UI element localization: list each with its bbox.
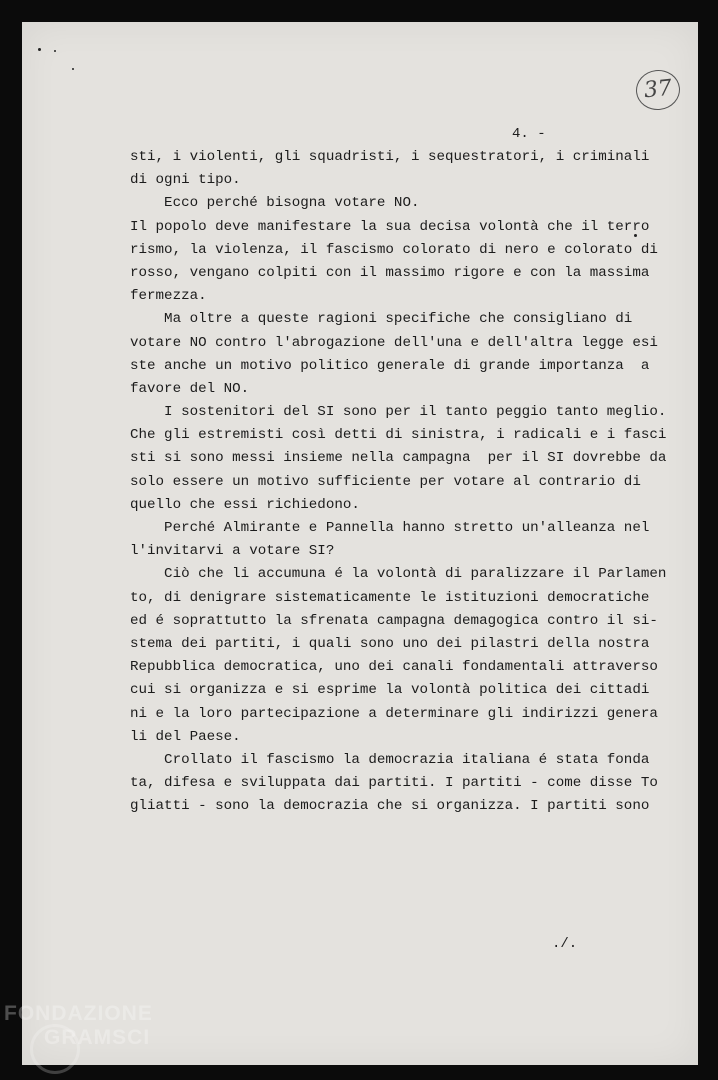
watermark-line1: FONDAZIONE — [4, 1002, 153, 1025]
text-line: Ciò che li accumuna é la volontà di paralizzare il Parlamen — [130, 566, 667, 583]
text-line: Perché Almirante e Pannella hanno stretto un'alleanza nel — [130, 520, 650, 536]
paper-speck — [54, 50, 56, 52]
text-line: sti, i violenti, gli squadristi, i sequestratori, i criminali — [130, 149, 650, 165]
fondazione-gramsci-watermark — [4, 1002, 204, 1078]
text-line: Ma oltre a queste ragioni specifiche che consigliano di — [130, 311, 633, 328]
watermark-line2: GRAMSCI — [44, 1026, 151, 1049]
text-line: Che gli estremisti così detti di sinistra, i radicali e i fasci — [130, 427, 667, 444]
text-line: favore del NO. — [130, 380, 250, 397]
text-line: ste anche un motivo politico generale di grande importanza a — [130, 357, 650, 374]
paper-speck — [38, 48, 41, 51]
text-line: Crollato il fascismo la democrazia italiana é stata fonda — [130, 751, 650, 768]
paper-speck — [72, 68, 74, 70]
text-line: I sostenitori del SI sono per il tanto peggio tanto meglio. — [130, 404, 667, 421]
text-line: di ogni tipo. — [130, 172, 241, 189]
text-line: gliatti - sono la democrazia che si organizza. I partiti sono — [130, 798, 650, 815]
text-line: ed é soprattutto la sfrenata campagna demagogica contro il si- — [130, 612, 658, 629]
text-line: rosso, vengano colpiti con il massimo rigore e con la massima — [130, 264, 650, 281]
text-line: Il popolo deve manifestare la sua decisa volontà che il terro — [130, 218, 650, 235]
text-line: li del Paese. — [130, 728, 241, 745]
letter-body — [130, 146, 667, 818]
text-line: to, di denigrare sistematicamente le istituzioni democratiche — [130, 589, 650, 606]
text-line: stema dei partiti, i quali sono uno dei pilastri della nostra — [130, 635, 650, 652]
continuation-mark: ./. — [552, 936, 578, 952]
text-line: ta, difesa e sviluppata dai partiti. I partiti - come disse To — [130, 775, 658, 792]
text-line: rismo, la violenza, il fascismo colorato di nero e colorato di — [130, 241, 658, 258]
text-line: votare NO contro l'abrogazione dell'una e dell'altra legge esi — [130, 334, 658, 351]
text-line: ni e la loro partecipazione a determinare gli indirizzi genera — [130, 705, 658, 722]
text-line: Repubblica democratica, uno dei canali fondamentali attraverso — [130, 659, 658, 676]
page-number: 4. - — [512, 126, 546, 142]
text-line: solo essere un motivo sufficiente per votare al contrario di — [130, 473, 641, 490]
text-line: fermezza. — [130, 288, 207, 305]
archive-number-stamp: 37 — [634, 68, 682, 112]
text-line: Ecco perché bisogna votare NO. — [130, 195, 420, 212]
text-line: l'invitarvi a votare SI? — [130, 543, 335, 560]
text-line: quello che essi richiedono. — [130, 496, 360, 513]
text-line: cui si organizza e si esprime la volontà politica dei cittadi — [130, 682, 650, 699]
text-line: sti si sono messi insieme nella campagna per il SI dovrebbe da — [130, 450, 667, 467]
